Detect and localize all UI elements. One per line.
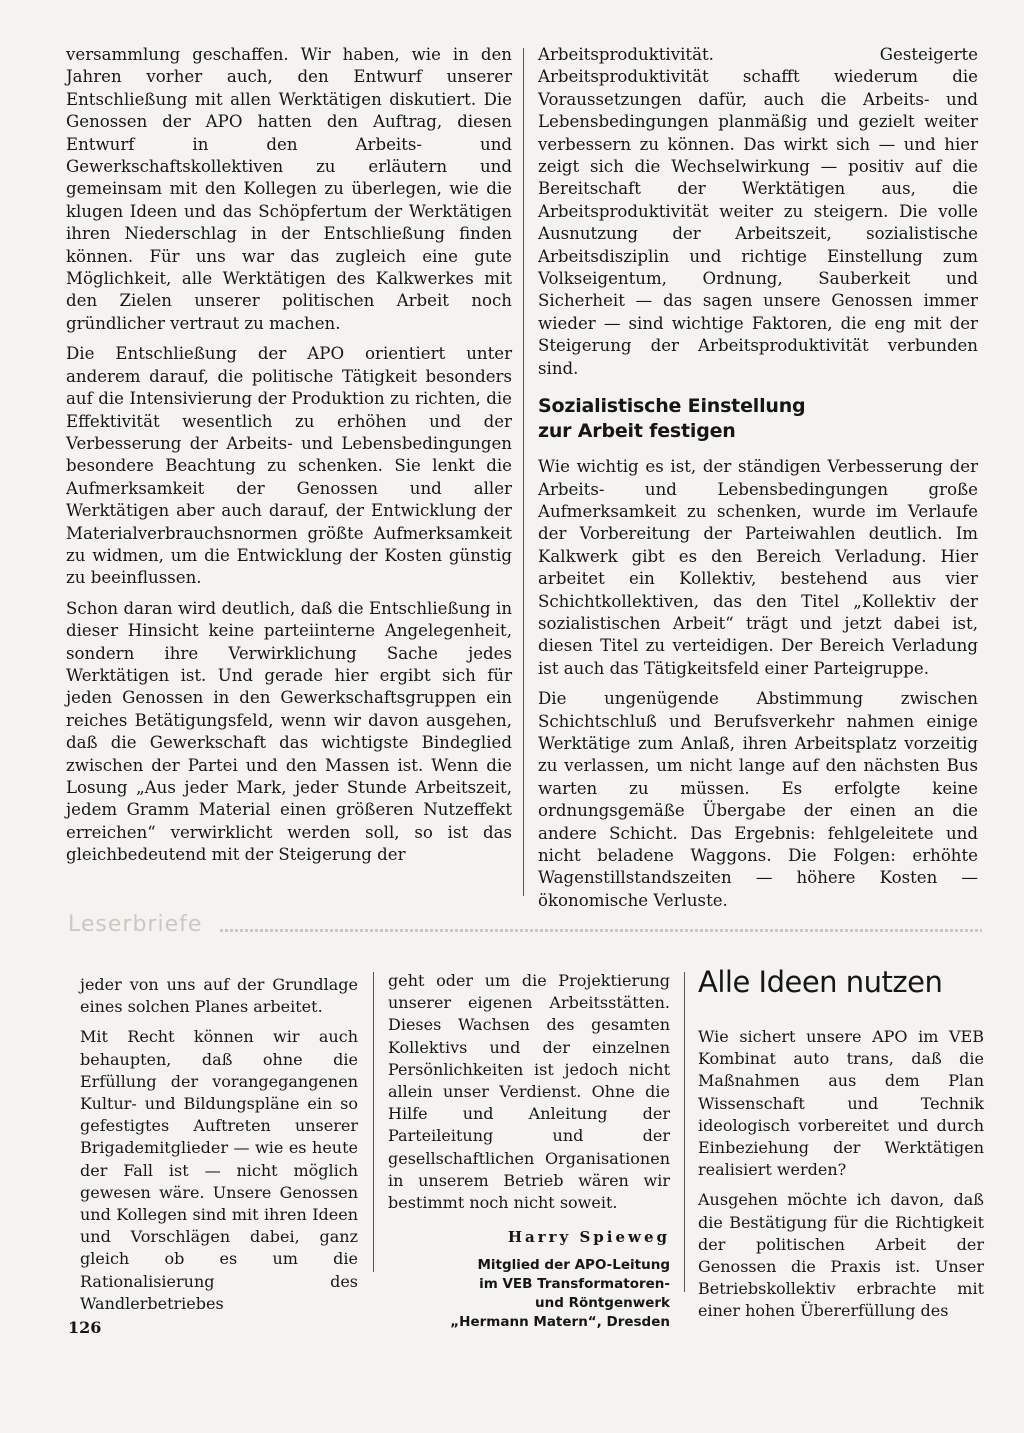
rubric-label: Leserbriefe	[68, 912, 203, 937]
affiliation-line: im VEB Transformatoren-	[479, 1276, 670, 1293]
letter-column-1	[80, 974, 358, 1315]
paragraph: Ausgehen möchte ich davon, daß die Bestätigung für die Richtigkeit der politischen Arbeit der Genossen die Praxis ist. Unser Betriebskollektiv erbrachte mit einer hohen Übererfüllung des	[698, 1190, 984, 1321]
article-column-left	[66, 44, 512, 867]
column-divider	[684, 972, 685, 1292]
paragraph: Wie wichtig es ist, der ständigen Verbesserung der Arbeits- und Lebensbedingungen große Aufmerksamkeit zu schenken, wurde im Verlaufe der Vorbereitung der Parteiwahlen deutlich. Im Kalkwerk gibt es den Bereich Verladung. Hier arbeitet ein Kollektiv, bestehend aus vier Schichtkollektiven, das den Titel „Kollektiv der sozialistischen Arbeit“ trägt und jetzt dabei ist, diesen Titel zu verteidigen. Der Bereich Verladung ist auch das Tätigkeitsfeld einer Parteigruppe.	[538, 457, 978, 678]
article-title: Alle Ideen nutzen	[698, 965, 943, 999]
author-name: Harry Spieweg	[507, 1228, 670, 1247]
paragraph: Arbeitsproduktivität. Gesteigerte Arbeitsproduktivität schafft wiederum die Voraussetzungen dafür, auch die Arbeits- und Lebensbedingungen planmäßig und gezielt weiter verbessern zu können. Das wirkt sich — und hier zeigt sich die Wechselwirkung — positiv auf die Bereitschaft der Werktätigen aus, die Arbeitsproduktivität weiter zu steigern. Die volle Ausnutzung der Arbeitszeit, sozialistische Arbeitsdisziplin und richtige Einstellung zum Volkseigentum, Ordnung, Sauberkeit und Sicherheit — das sagen unsere Genossen immer wieder — sind wichtige Faktoren, die eng mit der Steigerung der Arbeitsproduktivität verbunden sind.	[538, 45, 978, 378]
heading-line: Sozialistische Einstellung	[538, 395, 806, 418]
paragraph: versammlung geschaffen. Wir haben, wie in den Jahren vorher auch, den Entwurf unserer Entschließung mit allen Werktätigen diskutiert. Die Genossen der APO hatten den Auftrag, diesen Entwurf in den Arbeits- und Gewerkschaftskollektiven zu erläutern und gemeinsam mit den Kollegen zu überlegen, wie die klugen Ideen und das Schöpfertum der Werktätigen ihren Niederschlag in der Entschließung finden können. Für uns war das zugleich eine gute Möglichkeit, alle Werktätigen des Kalkwerkes mit den Zielen unserer politischen Arbeit noch gründlicher vertraut zu machen.	[66, 45, 512, 333]
paragraph: Die Entschließung der APO orientiert unter anderem darauf, die politische Tätigkeit besonders auf die Intensivierung der Produktion zu richten, die Effektivität wesentlich zu erhöhen und der Verbesserung der Arbeits- und Lebensbedingungen besondere Beachtung zu schenken. Sie lenkt die Aufmerksamkeit der Genossen und aller Werktätigen aber auch darauf, der Entwicklung der Materialverbrauchsnormen größte Aufmerksamkeit zu widmen, um die Entwicklung der Kosten günstig zu beeinflussen.	[66, 344, 512, 588]
affiliation-line: Mitglied der APO-Leitung	[477, 1257, 670, 1274]
column-divider	[523, 48, 524, 896]
paragraph: Die ungenügende Abstimmung zwischen Schichtschluß und Berufsverkehr nahmen einige Werktätige zum Anlaß, ihren Arbeitsplatz vorzeitig zu verlassen, um nicht lange auf den nächsten Bus warten zu müssen. Es erfolgte keine ordnungsgemäße Übergabe der einen an die andere Schicht. Das Ergebnis: fehlgeleitete und nicht beladene Waggons. Die Folgen: erhöhte Wagenstillstandszeiten — höhere Kosten — ökonomische Verluste.	[538, 689, 978, 910]
heading-line: zur Arbeit festigen	[538, 420, 736, 443]
author-affiliation	[388, 1256, 670, 1332]
letter-column-2	[388, 970, 670, 1332]
letter-column-3	[698, 1026, 984, 1323]
article-column-right	[538, 44, 978, 912]
affiliation-line: und Röntgenwerk	[534, 1295, 670, 1312]
paragraph: geht oder um die Projektierung unserer eigenen Arbeitsstätten. Dieses Wachsen des gesamten Kollektivs und der einzelnen Persönlichkeiten ist jedoch nicht allein unser Verdienst. Ohne die Hilfe und Anleitung der Parteileitung und der gesellschaftlichen Organisationen in unserem Betrieb wären wir bestimmt noch nicht soweit.	[388, 971, 670, 1213]
affiliation-line: „Hermann Matern“, Dresden	[450, 1314, 670, 1331]
paragraph: Wie sichert unsere APO im VEB Kombinat auto trans, daß die Maßnahmen aus dem Plan Wissenschaft und Technik ideologisch vorbereitet und durch Einbeziehung der Werktätigen realisiert werden?	[698, 1027, 984, 1180]
section-heading	[538, 394, 978, 444]
rubric-rule	[220, 929, 982, 932]
paragraph: jeder von uns auf der Grundlage eines solchen Planes arbeitet.	[80, 975, 358, 1017]
paragraph: Mit Recht können wir auch behaupten, daß ohne die Erfüllung der vorangegangenen Kultur- und Bildungspläne ein so gefestigtes Auftreten unserer Brigademitglieder — wie es heute der Fall ist — nicht möglich gewesen wäre. Unsere Genossen und Kollegen sind mit ihren Ideen und Vorschlägen dabei, ganz gleich ob es um die Rationalisierung des Wandlerbetriebes	[80, 1027, 358, 1313]
paragraph: Schon daran wird deutlich, daß die Entschließung in dieser Hinsicht keine parteiinterne Angelegenheit, sondern ihre Verwirklichung Sache jedes Werktätigen ist. Und gerade hier ergibt sich für jeden Genossen in den Gewerkschaftsgruppen ein reiches Betätigungsfeld, wenn wir davon ausgehen, daß die Gewerkschaft das wichtigste Bindeglied zwischen der Partei und den Massen ist. Wenn die Losung „Aus jeder Mark, jeder Stunde Arbeitszeit, jedem Gramm Material einen größeren Nutzeffekt erreichen“ verwirklicht werden soll, so ist das gleichbedeutend mit der Steigerung der	[66, 598, 512, 865]
page-number: 126	[68, 1318, 102, 1337]
column-divider	[373, 972, 374, 1272]
